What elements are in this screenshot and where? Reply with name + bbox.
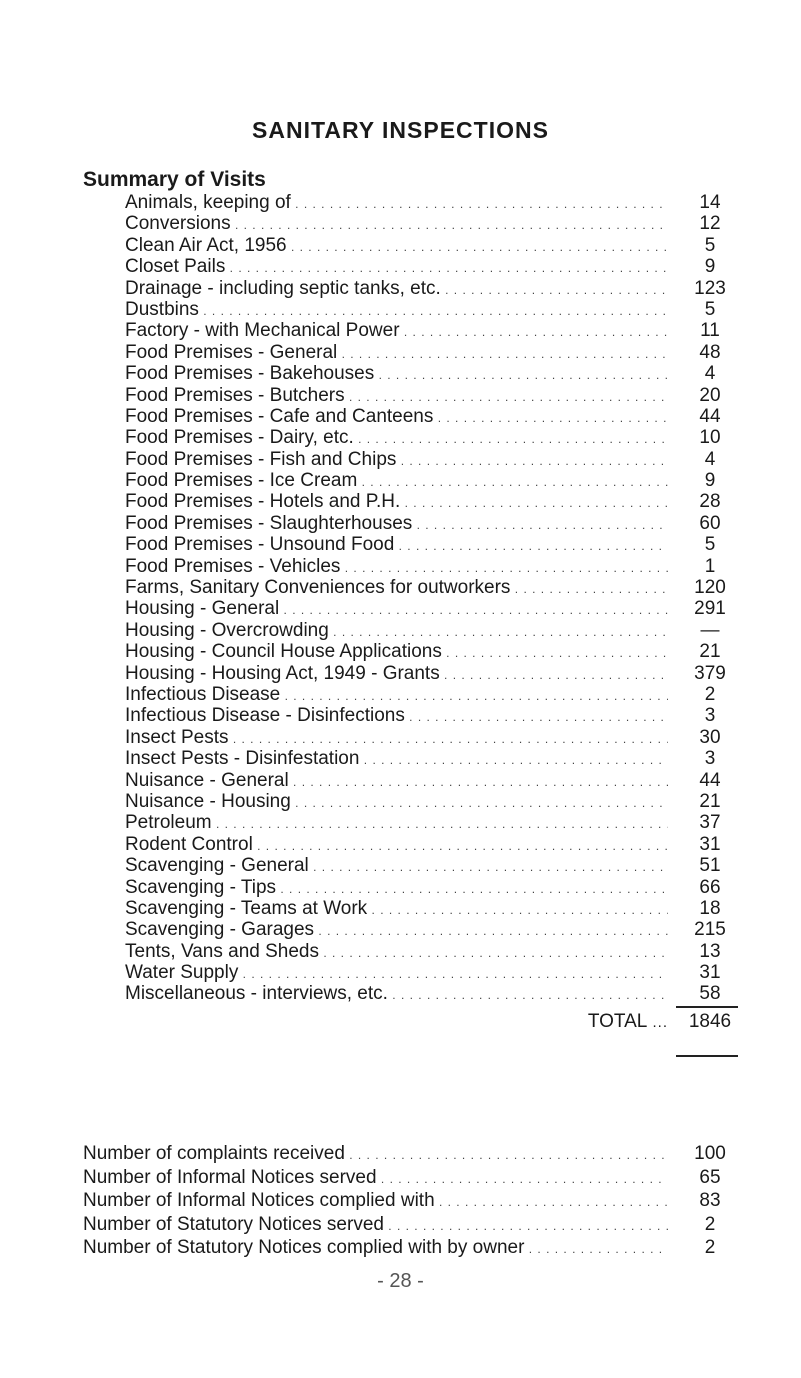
item-label: Tents, Vans and Sheds . . .: [125, 941, 668, 964]
item-label: Housing - Housing Act, 1949 - Grants . . .: [125, 663, 668, 686]
item-value: 4: [704, 448, 716, 470]
item-value: 31: [699, 833, 721, 855]
item-value: 12: [699, 213, 721, 235]
item-label: Food Premises - General . . .: [125, 342, 668, 365]
list-item: [125, 278, 740, 299]
list-item: [83, 1213, 740, 1237]
list-item: [125, 363, 740, 384]
item-value: 123: [694, 277, 726, 299]
list-item: [125, 556, 740, 577]
item-value: 100: [694, 1143, 726, 1164]
item-value: 44: [699, 769, 721, 791]
visits-list: [125, 192, 740, 1005]
item-label: Number of complaints received . . .: [83, 1142, 668, 1168]
item-label: Miscellaneous - interviews, etc. . . .: [125, 983, 668, 1006]
list-item: [125, 235, 740, 256]
item-label: Housing - Overcrowding . . .: [125, 620, 668, 643]
item-value: 120: [694, 577, 726, 599]
list-item: [125, 705, 740, 726]
list-item: [125, 641, 740, 662]
list-item: [125, 342, 740, 363]
list-item: [125, 470, 740, 491]
item-label: Number of Informal Notices complied with . . .: [83, 1189, 668, 1215]
list-item: [125, 385, 740, 406]
item-value: 65: [699, 1166, 721, 1188]
item-label: Farms, Sanitary Conveniences for outworkers . . .: [125, 577, 668, 600]
item-value: 3: [704, 705, 716, 727]
list-item: [125, 941, 740, 962]
list-item: [83, 1236, 740, 1260]
list-item: [125, 877, 740, 898]
item-label: Clean Air Act, 1956 . . .: [125, 235, 668, 258]
list-item: [125, 577, 740, 598]
item-value: 215: [694, 919, 726, 941]
list-item: [125, 406, 740, 427]
item-label: Food Premises - Bakehouses . . .: [125, 363, 668, 386]
page-number: - 28 -: [377, 1270, 424, 1292]
item-label: Food Premises - Dairy, etc. . . .: [125, 427, 668, 450]
section-subtitle: Summary of Visits: [83, 168, 266, 191]
item-value: 2: [704, 683, 716, 705]
notices-list: [83, 1142, 740, 1260]
total-rule-top: [676, 1006, 738, 1008]
item-label: Number of Statutory Notices complied with by owner . . .: [83, 1236, 668, 1262]
item-label: Food Premises - Cafe and Canteens . . .: [125, 406, 668, 429]
item-label: Insect Pests . . .: [125, 727, 668, 750]
list-item: [125, 983, 740, 1004]
item-label: Petroleum . . .: [125, 812, 668, 835]
item-label: Infectious Disease . . .: [125, 684, 668, 707]
item-value: 10: [699, 427, 721, 449]
item-label: Number of Statutory Notices served . . .: [83, 1213, 668, 1239]
list-item: [125, 684, 740, 705]
item-label: Scavenging - General . . .: [125, 855, 668, 878]
item-label: Infectious Disease - Disinfections . . .: [125, 705, 668, 728]
list-item: [125, 748, 740, 769]
item-label: Food Premises - Hotels and P.H. . . .: [125, 491, 668, 514]
list-item: [125, 256, 740, 277]
list-item: [125, 855, 740, 876]
item-value: 2: [704, 1213, 716, 1235]
item-label: Housing - General . . .: [125, 598, 668, 621]
item-value: 379: [694, 662, 726, 684]
item-label: Housing - Council House Applications . . .: [125, 641, 668, 664]
list-item: [83, 1166, 740, 1190]
list-item: [125, 663, 740, 684]
item-value: 11: [700, 320, 720, 342]
list-item: [125, 620, 740, 641]
list-item: [125, 534, 740, 555]
list-item: [125, 791, 740, 812]
item-value: 58: [699, 983, 721, 1005]
list-item: [125, 299, 740, 320]
item-value: 5: [704, 534, 716, 556]
item-value: 14: [699, 192, 721, 213]
item-value: 66: [699, 876, 721, 898]
item-value: 37: [699, 812, 721, 834]
item-label: Animals, keeping of . . .: [125, 192, 668, 215]
item-label: Food Premises - Vehicles . . .: [125, 556, 668, 579]
item-value: 1: [704, 555, 716, 577]
item-value: 18: [699, 897, 721, 919]
item-value: 5: [704, 298, 716, 320]
item-value: 83: [699, 1190, 721, 1211]
list-item: [125, 812, 740, 833]
item-label: Food Premises - Ice Cream . . .: [125, 470, 668, 493]
item-label: Insect Pests - Disinfestation . . .: [125, 748, 668, 771]
item-label: Nuisance - Housing . . .: [125, 791, 668, 814]
item-label: Dustbins . . .: [125, 299, 668, 322]
item-value: 60: [699, 512, 721, 534]
item-value: 3: [704, 748, 716, 770]
list-item: [125, 770, 740, 791]
page-title: SANITARY INSPECTIONS: [252, 117, 549, 143]
list-item: [125, 213, 740, 234]
item-label: Conversions . . .: [125, 213, 668, 236]
item-value: 51: [699, 855, 721, 877]
list-item: [125, 598, 740, 619]
list-item: [125, 962, 740, 983]
list-item: [83, 1142, 740, 1166]
item-label: Nuisance - General . . .: [125, 770, 668, 793]
list-item: [125, 727, 740, 748]
item-value: 28: [699, 491, 721, 513]
item-label: Food Premises - Fish and Chips . . .: [125, 449, 668, 472]
item-value: 2: [704, 1237, 716, 1258]
item-label: Rodent Control . . .: [125, 834, 668, 857]
item-value: 5: [704, 234, 716, 256]
list-item: [125, 320, 740, 341]
item-value: 44: [699, 405, 721, 427]
item-label: Scavenging - Garages . . .: [125, 919, 668, 942]
list-item: [125, 513, 740, 534]
item-value: 48: [699, 341, 721, 363]
item-value: 21: [699, 641, 721, 663]
total-rule-bottom: [676, 1055, 738, 1057]
list-item: [125, 192, 740, 213]
list-item: [125, 449, 740, 470]
item-value: —: [700, 619, 720, 641]
total-row: [125, 1011, 740, 1033]
item-value: 13: [699, 940, 721, 962]
total-value: 1846: [688, 1011, 732, 1032]
item-label: Scavenging - Teams at Work . . .: [125, 898, 668, 921]
item-label: Scavenging - Tips . . .: [125, 877, 668, 900]
item-value: 20: [699, 384, 721, 406]
item-value: 21: [699, 790, 721, 812]
item-value: 31: [699, 962, 721, 984]
item-value: 9: [704, 470, 716, 492]
item-value: 291: [694, 598, 726, 620]
list-item: [125, 491, 740, 512]
list-item: [125, 919, 740, 940]
item-label: Drainage - including septic tanks, etc. . . .: [125, 278, 668, 301]
item-label: Factory - with Mechanical Power . . .: [125, 320, 668, 343]
list-item: [83, 1189, 740, 1213]
total-label: TOTAL ...: [588, 1011, 668, 1034]
list-item: [125, 427, 740, 448]
item-value: 9: [704, 256, 716, 278]
item-value: 4: [704, 363, 716, 385]
item-label: Food Premises - Unsound Food . . .: [125, 534, 668, 557]
item-value: 30: [699, 726, 721, 748]
item-label: Water Supply . . .: [125, 962, 668, 985]
item-label: Food Premises - Butchers . . .: [125, 385, 668, 408]
item-label: Food Premises - Slaughterhouses . . .: [125, 513, 668, 536]
list-item: [125, 898, 740, 919]
list-item: [125, 834, 740, 855]
item-label: Number of Informal Notices served . . .: [83, 1166, 668, 1192]
item-label: Closet Pails . . .: [125, 256, 668, 279]
